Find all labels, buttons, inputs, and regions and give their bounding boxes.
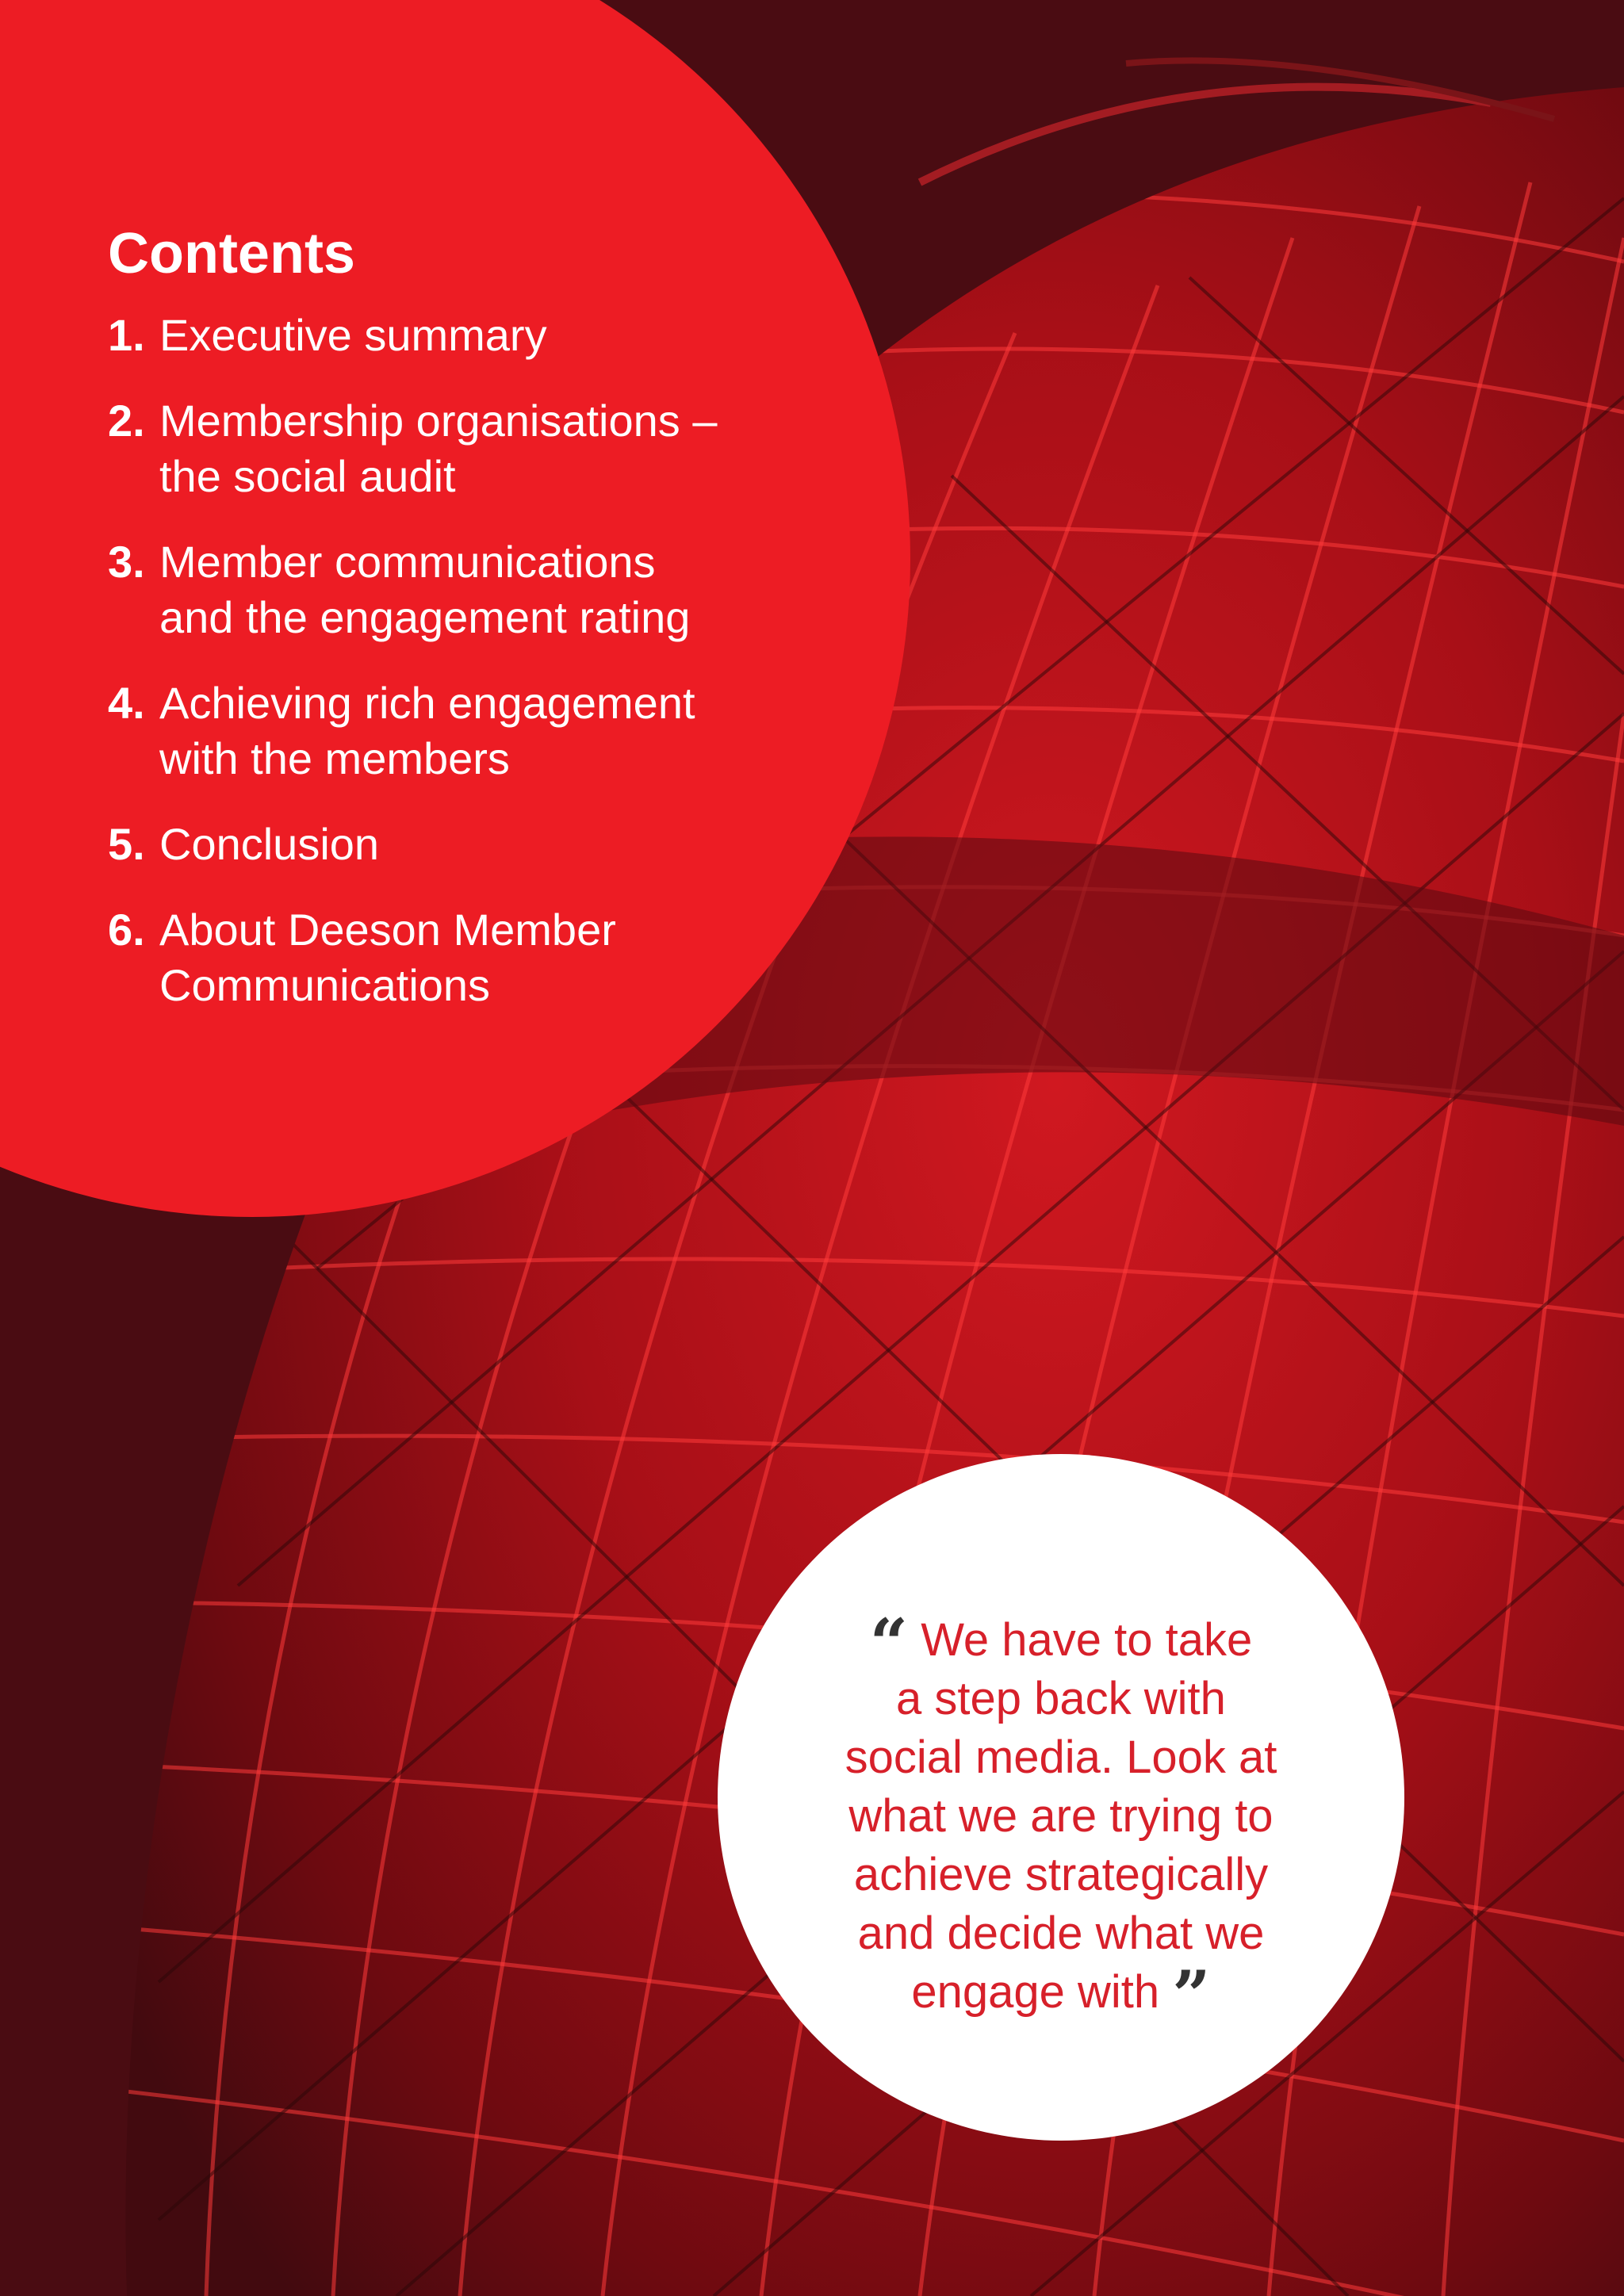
quote-line-text: We have to take [921,1614,1253,1666]
pull-quote [718,1604,1404,2034]
quote-line: a step back with [896,1673,1226,1724]
quote-line [718,1604,1404,1682]
toc-item [108,902,822,1013]
quote-line [718,1956,1404,2034]
quote-line: achieve strategically [853,1849,1269,1900]
toc-item-number: 5. [108,819,145,869]
toc-item [108,675,822,786]
toc-item-title: Conclusion [159,819,380,869]
toc-item [108,393,822,504]
quote-line-text: engage with [911,1966,1160,2018]
pull-quote-circle [718,1454,1404,2141]
close-quote-mark: ” [1172,1956,1211,2034]
contents-title: Contents [108,222,355,285]
quote-line: social media. Look at [845,1732,1277,1783]
toc-item-number: 6. [108,905,145,955]
toc-item-title: Executive summary [159,310,547,360]
toc-item [108,534,822,645]
toc-item-number: 3. [108,537,145,587]
toc-item [108,308,822,363]
toc-item-title: About Deeson Member Communications [159,905,616,1010]
quote-line: and decide what we [857,1908,1265,1959]
quote-line: what we are trying to [848,1790,1274,1842]
toc-item-number: 2. [108,396,145,446]
toc-item-number: 1. [108,310,145,360]
toc-item-title: Achieving rich engagement with the members [159,678,695,783]
open-quote-mark: “ [869,1604,909,1682]
toc-item [108,817,822,872]
contents-section [108,214,822,1043]
toc-item-title: Member communications and the engagement rating [159,537,691,642]
toc-item-title: Membership organisations – the social audit [159,396,718,501]
toc-item-number: 4. [108,678,145,728]
